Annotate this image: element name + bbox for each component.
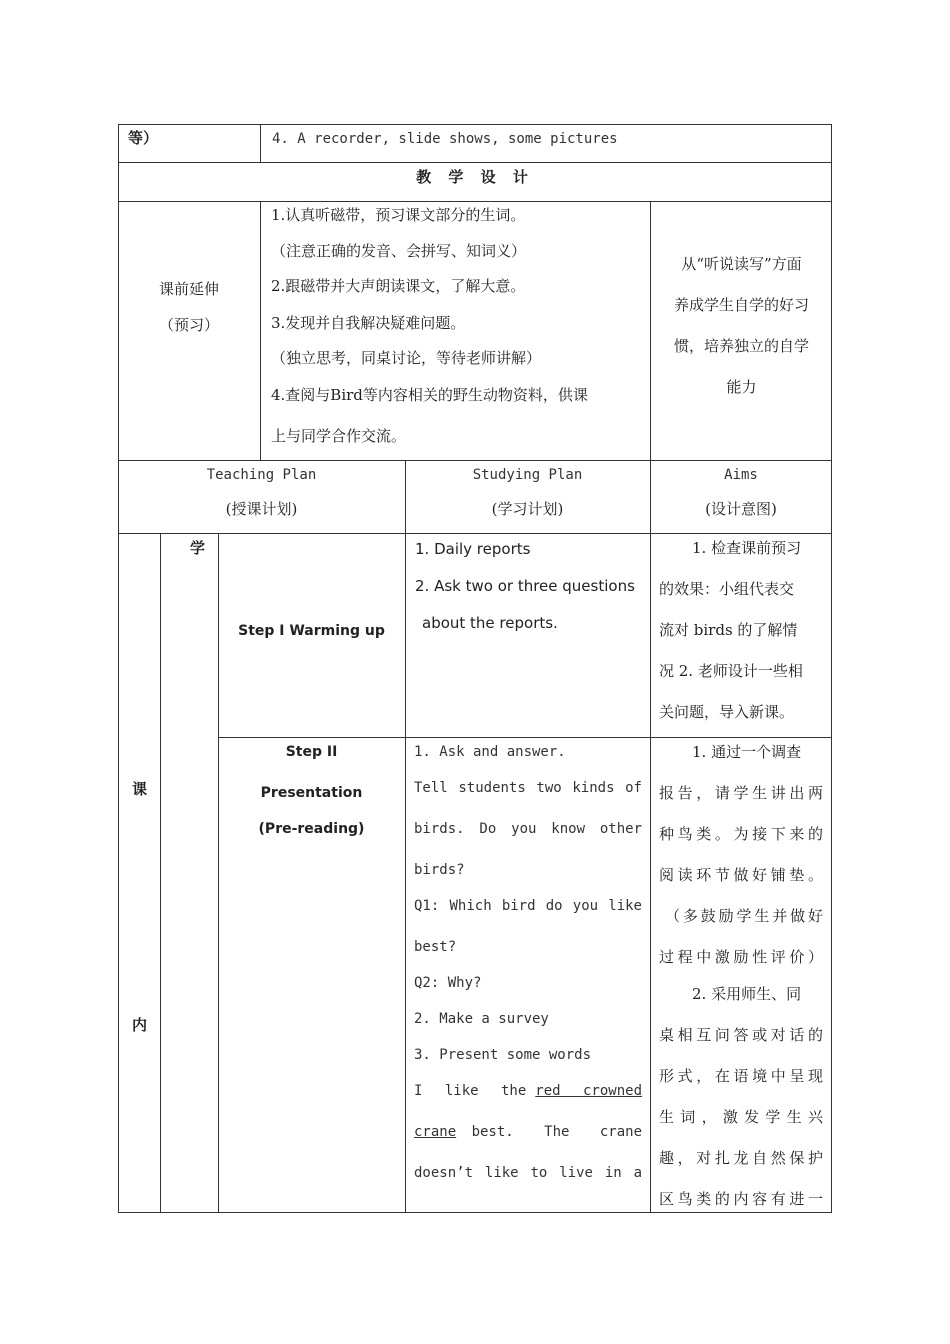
step1-title: Step I Warming up xyxy=(238,623,385,639)
step2-aim: 生词，激发学生兴 xyxy=(659,1108,823,1126)
col-divider xyxy=(405,460,406,1213)
step2-aim: 趣，对扎龙自然保护 xyxy=(659,1149,823,1167)
step2-sentence-line xyxy=(414,1081,642,1101)
preview-line: 2.跟磁带并大声朗读课文，了解大意。 xyxy=(271,277,526,295)
step2-aim: 过程中激励性评价） xyxy=(659,948,823,966)
materials-label: 等） xyxy=(128,129,159,147)
step2-plan-line: 1. Ask and answer. xyxy=(414,744,566,760)
step2-plan-line: birds? xyxy=(414,862,465,878)
step2-plan-line: birds. Do you know other xyxy=(414,821,642,837)
step1-plan-line: 1. Daily reports xyxy=(415,540,531,558)
step2-title: Step II xyxy=(285,744,338,760)
header-teaching-plan: Teaching Plan xyxy=(206,467,317,483)
step2-aim: 形式，在语境中呈现 xyxy=(659,1067,823,1085)
step2-aim: 桌相互问答或对话的 xyxy=(659,1026,823,1044)
preview-line: （独立思考，同桌讨论，等待老师讲解） xyxy=(271,349,542,367)
side-label-ke: 课 xyxy=(132,780,148,798)
step1-plan-line: 2. Ask two or three questions xyxy=(415,577,635,595)
step1-aim: 况 2. 老师设计一些相 xyxy=(659,662,803,680)
preview-label: 课前延伸 xyxy=(158,280,219,298)
step2-aim: 阅读环节做好铺垫。 xyxy=(659,866,823,884)
step2-title: (Pre-reading) xyxy=(258,821,365,837)
step2-aim: 1. 通过一个调查 xyxy=(692,743,802,761)
sentence-text: best. The crane xyxy=(471,1124,642,1140)
side-label-xue: 学 xyxy=(190,539,206,557)
sentence-underlined: red crowned xyxy=(535,1083,642,1099)
preview-line: 上与同学合作交流。 xyxy=(271,427,407,445)
col-divider xyxy=(260,201,261,460)
preview-label-sub: （预习） xyxy=(158,316,219,334)
col-divider xyxy=(650,460,651,1213)
step1-plan-line: about the reports. xyxy=(422,614,558,632)
col-divider xyxy=(160,533,161,1213)
preview-line: 1.认真听磁带，预习课文部分的生词。 xyxy=(271,206,526,224)
step1-aim: 1. 检查课前预习 xyxy=(692,539,802,557)
step2-aim: 报告，请学生讲出两 xyxy=(659,784,823,802)
sentence-text: I like the xyxy=(414,1083,527,1099)
step1-aim: 的效果：小组代表交 xyxy=(659,580,795,598)
header-studying-plan: Studying Plan xyxy=(472,467,583,483)
step2-plan-line: Q2: Why? xyxy=(414,975,482,991)
step2-plan-line: best? xyxy=(414,939,457,955)
step2-aim: 区鸟类的内容有进一 xyxy=(659,1190,823,1208)
sentence-underlined: crane xyxy=(414,1124,457,1140)
col-divider xyxy=(260,124,261,162)
col-divider xyxy=(650,201,651,460)
header-teaching-plan-cn: (授课计划) xyxy=(225,500,298,518)
header-aims: Aims xyxy=(724,467,758,483)
preview-aim: 从“听说读写”方面 xyxy=(681,255,802,273)
materials-value: 4. A recorder, slide shows, some pictures xyxy=(272,131,618,147)
header-aims-cn: (设计意图) xyxy=(705,500,777,518)
step2-aim: （多鼓励学生并做好 xyxy=(665,907,823,925)
row-divider xyxy=(218,737,832,738)
preview-aim: 能力 xyxy=(726,378,757,396)
header-studying-plan-cn: (学习计划) xyxy=(491,500,564,518)
step2-plan-line: Tell students two kinds of xyxy=(414,780,642,796)
step2-plan-line: 3. Present some words xyxy=(414,1047,592,1063)
section-title: 教 学 设 计 xyxy=(416,168,534,186)
row-divider xyxy=(118,460,832,461)
step1-aim: 流对 birds 的了解情 xyxy=(659,621,798,639)
preview-aim: 养成学生自学的好习 xyxy=(673,296,809,314)
step2-plan-line: 2. Make a survey xyxy=(414,1011,549,1027)
step2-sentence-line: doesn’t like to live in a xyxy=(414,1165,642,1181)
step2-sentence-line xyxy=(414,1122,642,1142)
side-label-nei: 内 xyxy=(132,1016,148,1034)
step2-title: Presentation xyxy=(260,785,363,801)
preview-line: 3.发现并自我解决疑难问题。 xyxy=(271,314,466,332)
row-divider xyxy=(118,162,832,163)
step2-aim: 种鸟类。为接下来的 xyxy=(659,825,823,843)
row-divider xyxy=(118,533,832,534)
preview-line: 4.查阅与Bird等内容相关的野生动物资料，供课 xyxy=(271,386,588,404)
step2-aim: 2. 采用师生、同 xyxy=(692,985,802,1003)
step2-plan-line: Q1: Which bird do you like xyxy=(414,898,642,914)
row-divider xyxy=(118,201,832,202)
preview-line: （注意正确的发音、会拼写、知词义） xyxy=(271,242,527,260)
preview-aim: 惯，培养独立的自学 xyxy=(673,337,809,355)
step1-aim: 关问题，导入新课。 xyxy=(659,703,795,721)
